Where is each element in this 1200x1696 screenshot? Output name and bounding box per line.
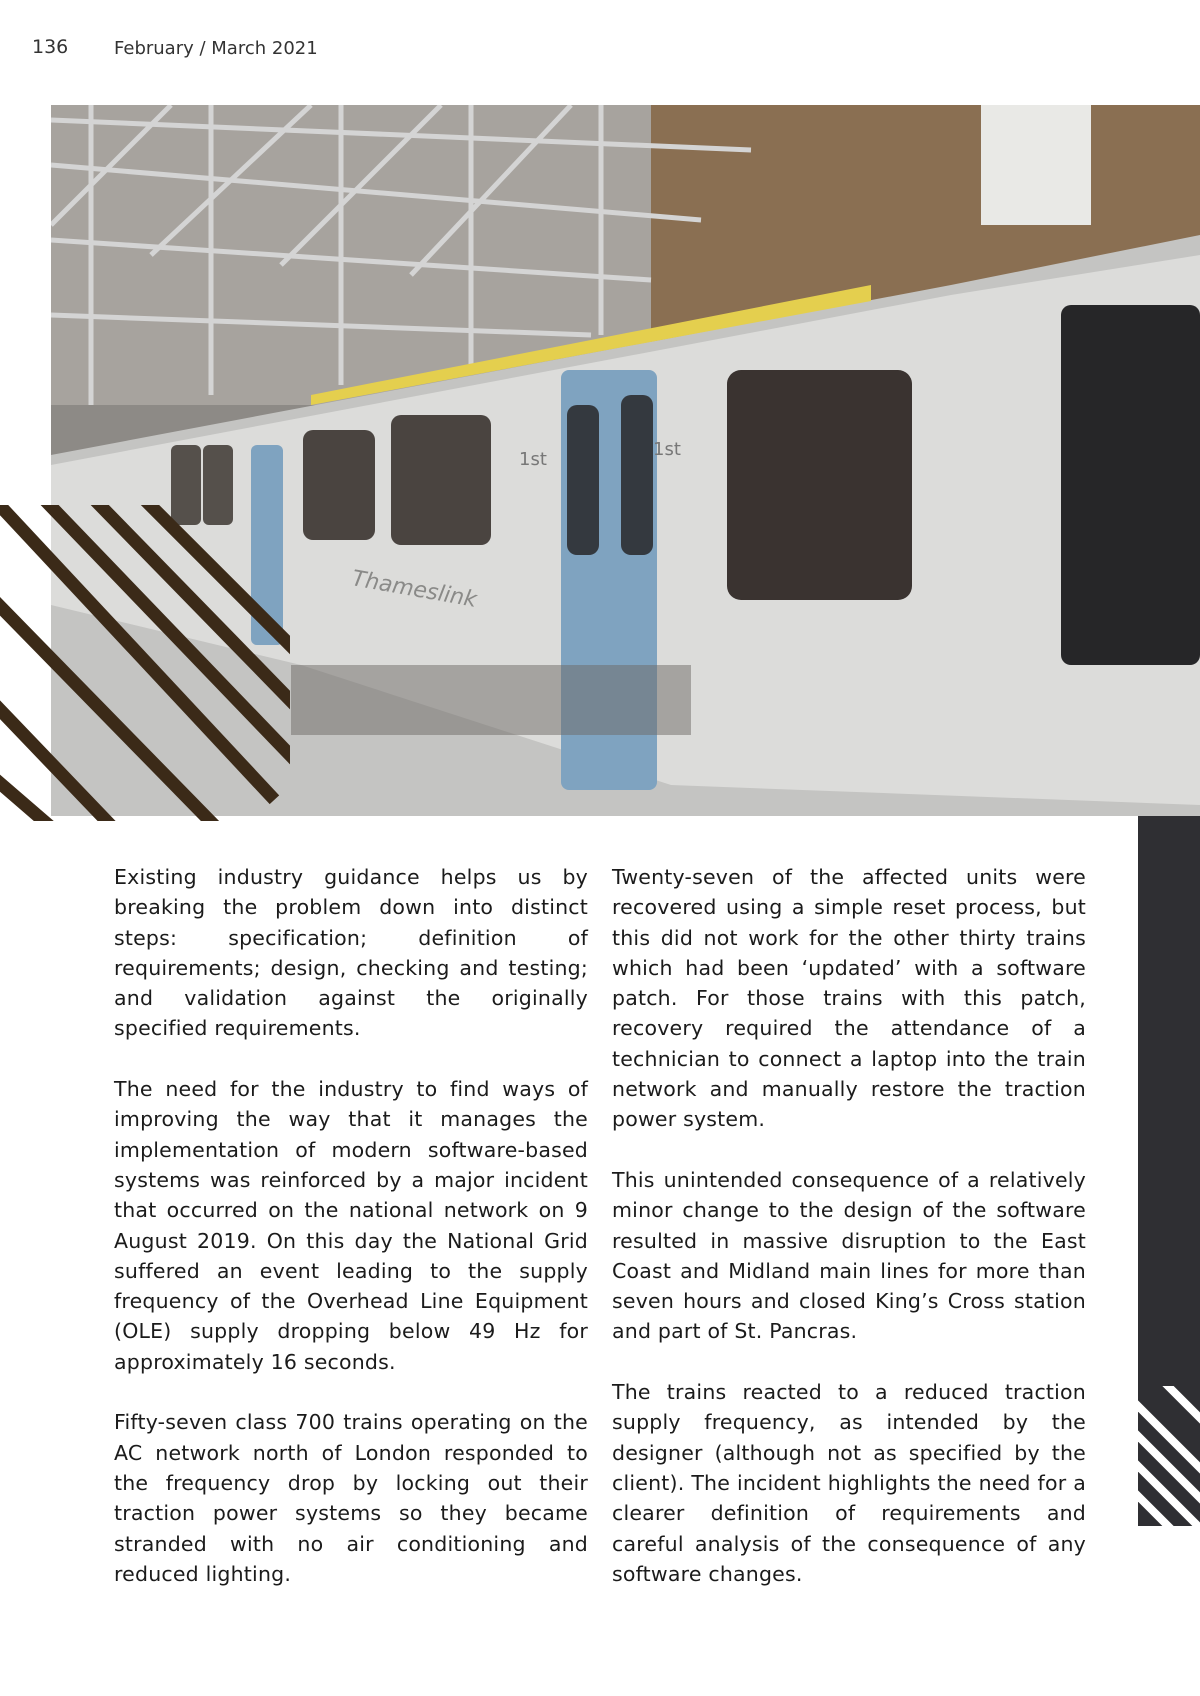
first-class-mark-2: 1st [653, 439, 681, 460]
paragraph: This unintended consequence of a relatively minor change to the design of the software resulted in massive disruption to the East Coast and Midland main lines for more than seven hours and closed King’s Cross station and part of St. Pancras. [612, 1167, 1086, 1344]
paragraph: Fifty-seven class 700 trains operating on the AC network north of London responded to the frequency drop by locking out their traction power systems so they became stranded with no air conditioning and reduced lighting. [114, 1410, 588, 1586]
issue-date: February / March 2021 [114, 38, 318, 59]
page-number: 136 [32, 36, 69, 58]
paragraph: Existing industry guidance helps us by breaking the problem down into distinct steps: specification; definition of requirements; design, checking and testing; and validation against the originally specified requirements. [114, 865, 588, 1041]
article-column-left [114, 862, 588, 1619]
article-column-right [612, 862, 1086, 1619]
paragraph: The need for the industry to find ways of improving the way that it manages the implementation of modern software-based systems was reinforced by a major incident that occurred on the national network on 9 August 2019. On this day the National Grid suffered an event leading to the supply frequency of the Overhead Line Equipment (OLE) supply dropping below 49 Hz for approximately 16 seconds. [114, 1077, 588, 1374]
livery-text: Thameslink [349, 566, 479, 613]
paragraph: Twenty-seven of the affected units were recovered using a simple reset process, but this did not work for the other thirty trains which had been ‘updated’ with a software patch. For those trains with this patch, recovery required the attendance of a technician to connect a laptop into the train network and manually restore the traction power system. [612, 865, 1086, 1132]
decorative-stripes-right [1138, 1386, 1200, 1526]
decorative-stripes-left [0, 505, 290, 821]
paragraph: The trains reacted to a reduced traction supply frequency, as intended by the designer (although not as specified by the client). The incident highlights the need for a clearer definition of requirements and careful analysis of the consequence of any software changes. [612, 1380, 1086, 1586]
first-class-mark: 1st [519, 449, 547, 470]
